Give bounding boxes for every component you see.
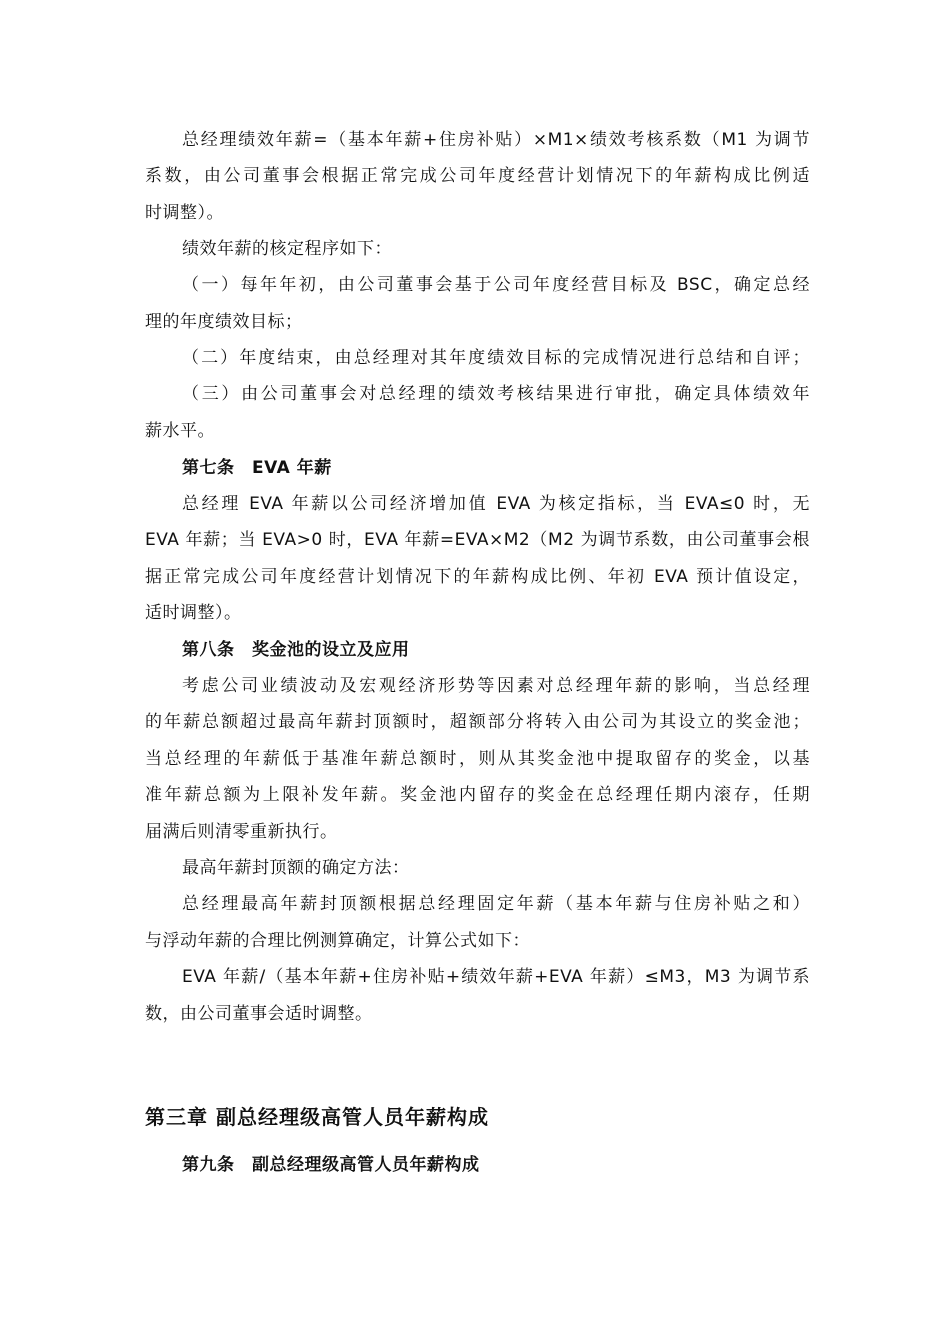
list-item-line: 薪水平。 <box>145 421 215 441</box>
paragraph-line: 系数，由公司董事会根据正常完成公司年度经营计划情况下的年薪构成比例适 <box>145 166 810 186</box>
paragraph-line: 绩效年薪的核定程序如下： <box>182 239 392 259</box>
list-item-line: （三）由公司董事会对总经理的绩效考核结果进行审批，确定具体绩效年 <box>182 384 810 404</box>
paragraph-line: 与浮动年薪的合理比例测算确定，计算公式如下： <box>145 931 530 951</box>
paragraph-line: EVA 年薪；当 EVA>0 时，EVA 年薪=EVA×M2（M2 为调节系数，由公司董事会根 <box>145 530 810 550</box>
article-9-heading: 第九条 副总经理级高管人员年薪构成 <box>182 1155 480 1175</box>
list-item-line: （二）年度结束，由总经理对其年度绩效目标的完成情况进行总结和自评； <box>182 348 810 368</box>
chapter-3-heading: 第三章 副总经理级高管人员年薪构成 <box>145 1105 489 1129</box>
paragraph-line: 时调整）。 <box>145 203 224 223</box>
paragraph-line: 届满后则清零重新执行。 <box>145 822 338 842</box>
list-item-line: （一）每年年初，由公司董事会基于公司年度经营目标及 BSC，确定总经 <box>182 275 810 295</box>
paragraph-line: 适时调整）。 <box>145 603 242 623</box>
paragraph-line: 最高年薪封顶额的确定方法： <box>182 858 410 878</box>
paragraph-line: 总经理 EVA 年薪以公司经济增加值 EVA 为核定指标，当 EVA≤0 时，无 <box>182 494 810 514</box>
paragraph-line: 据正常完成公司年度经营计划情况下的年薪构成比例、年初 EVA 预计值设定， <box>145 567 810 587</box>
paragraph-line: 总经理绩效年薪=（基本年薪+住房补贴）×M1×绩效考核系数（M1 为调节 <box>182 130 810 150</box>
paragraph-line: 的年薪总额超过最高年薪封顶额时，超额部分将转入由公司为其设立的奖金池； <box>145 712 810 732</box>
article-8-heading: 第八条 奖金池的设立及应用 <box>182 640 410 660</box>
paragraph-line: 考虑公司业绩波动及宏观经济形势等因素对总经理年薪的影响，当总经理 <box>182 676 810 696</box>
paragraph-line: 总经理最高年薪封顶额根据总经理固定年薪（基本年薪与住房补贴之和） <box>182 894 810 914</box>
formula-line: 数，由公司董事会适时调整。 <box>145 1004 373 1024</box>
formula-line: EVA 年薪/（基本年薪+住房补贴+绩效年薪+EVA 年薪）≤M3，M3 为调节系 <box>182 967 810 987</box>
list-item-line: 理的年度绩效目标； <box>145 312 303 332</box>
paragraph-line: 当总经理的年薪低于基准年薪总额时，则从其奖金池中提取留存的奖金，以基 <box>145 749 810 769</box>
paragraph-line: 准年薪总额为上限补发年薪。奖金池内留存的奖金在总经理任期内滚存，任期 <box>145 785 810 805</box>
article-7-heading: 第七条 EVA 年薪 <box>182 458 332 478</box>
